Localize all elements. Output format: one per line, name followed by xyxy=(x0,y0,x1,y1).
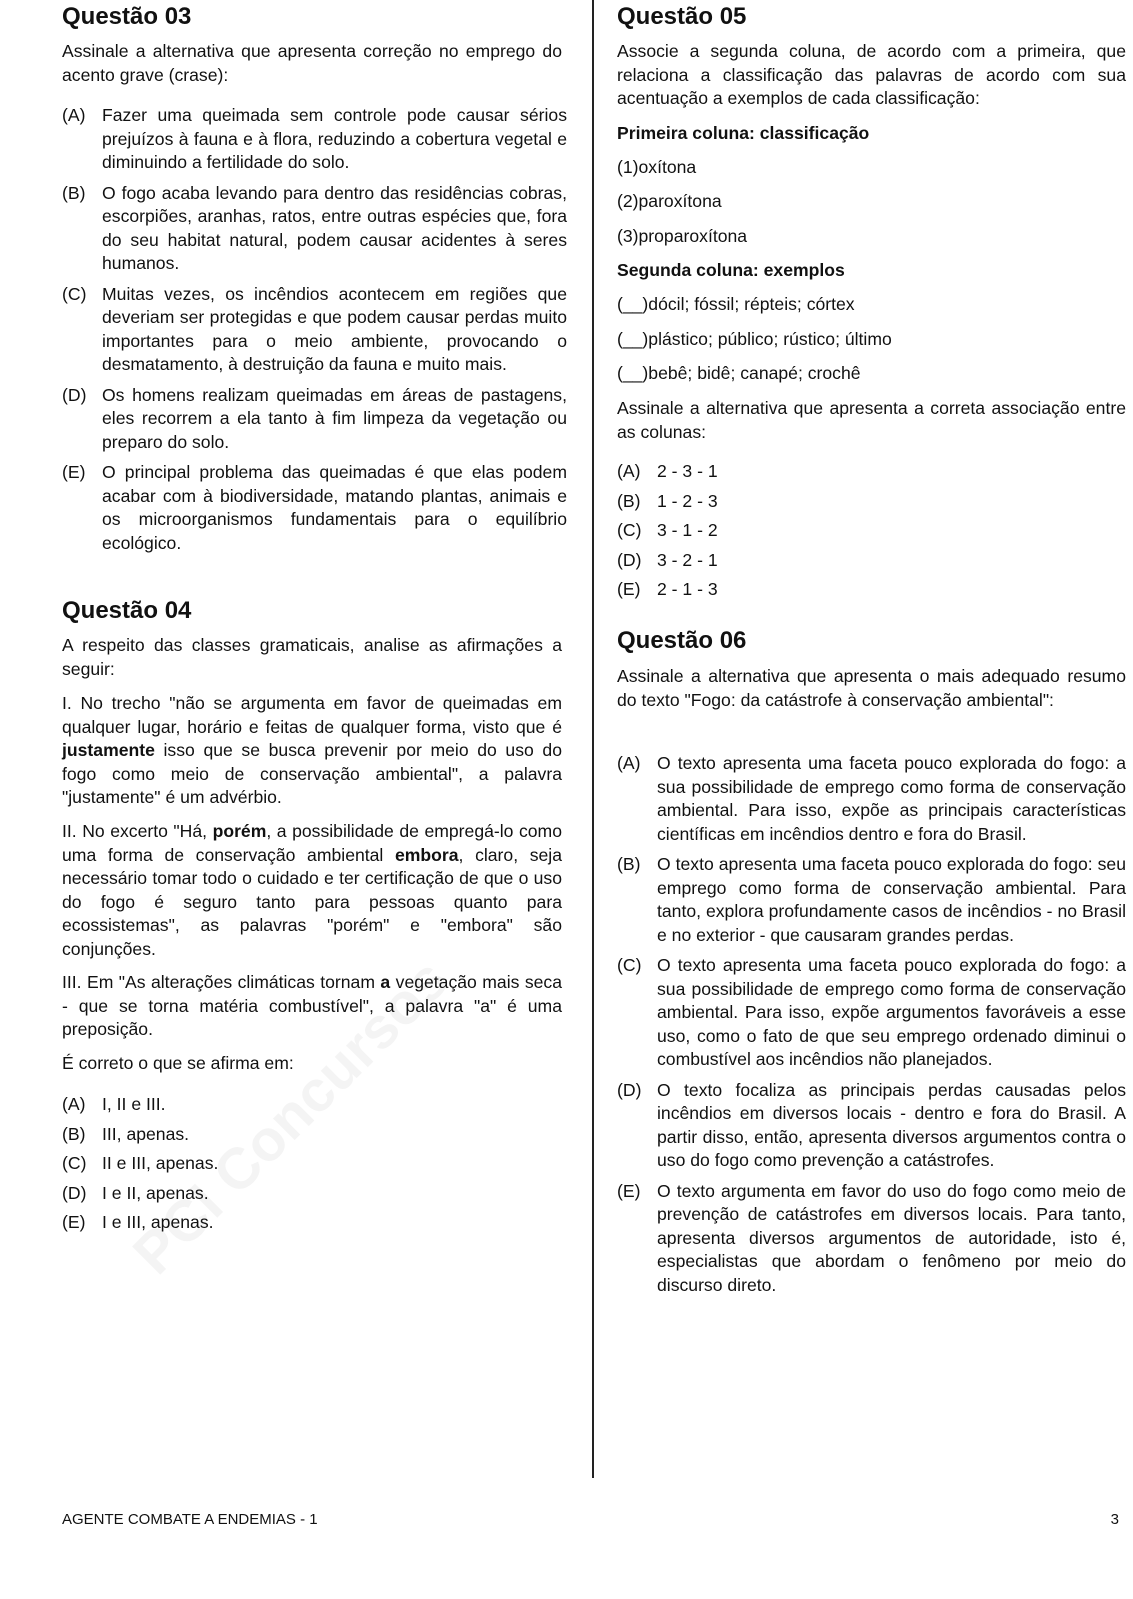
q03-option-b[interactable] xyxy=(62,182,567,276)
q05-title: Questão 05 xyxy=(617,3,747,30)
option-letter: (B) xyxy=(617,490,641,511)
q04-statement-3 xyxy=(62,971,562,1042)
statement-bold-word: a xyxy=(380,972,391,992)
option-text: Muitas vezes, os incêndios acontecem em regiões que deveriam ser protegidas e que podem causar perdas muito importantes para o meio ambiente, provocando o desmatamento, à destruição da fauna e muito mais. xyxy=(102,283,567,374)
option-text: O texto apresenta uma faceta pouco explorada do fogo: seu emprego como forma de conservação ambiental. Para tanto, explora profundamente casos de incêndios - no Brasil e no exterior - que causaram grandes perdas. xyxy=(657,854,1126,945)
option-text: 2 - 1 - 3 xyxy=(657,579,718,599)
statement-bold-word: embora xyxy=(394,844,459,865)
q04-option-d[interactable] xyxy=(62,1182,567,1206)
statement-bold-word: justamente xyxy=(62,740,155,760)
option-text: I, II e III. xyxy=(102,1094,166,1114)
statement-bold-word: porém xyxy=(212,821,267,841)
option-letter: (E) xyxy=(617,579,641,599)
option-text: Os homens realizam queimadas em áreas de pastagens, eles recorrem a ela tanto à fim limpeza da vegetação ou preparo do solo. xyxy=(102,384,567,452)
q04-question: É correto o que se afirma em: xyxy=(62,1053,294,1073)
option-text: O texto argumenta em favor do uso do fogo como meio de prevenção de catástrofes em diversos locais. Para tanto, apresenta diversos argumentos de autoridade, isto é, especialistas que abordam o fenômeno por meio do discurso direto. xyxy=(657,1180,1126,1295)
q03-options xyxy=(62,104,567,555)
q05-question: Assinale a alternativa que apresenta a correta associação entre as colunas: xyxy=(617,398,1126,442)
q04-statement-1 xyxy=(62,692,562,810)
q03-title: Questão 03 xyxy=(62,3,192,30)
option-text: I e II, apenas. xyxy=(102,1182,209,1203)
q05-options xyxy=(617,460,917,602)
q05-col2-item: (__)plástico; público; rústico; último xyxy=(617,329,892,349)
statement-text: I. No trecho "não se argumenta em favor de queimadas em qualquer lugar, horário e feitas de qualquer forma, visto que é xyxy=(62,693,562,737)
q03-option-c[interactable] xyxy=(62,283,567,377)
q03-option-a[interactable] xyxy=(62,104,567,175)
q03-option-d[interactable] xyxy=(62,384,567,455)
option-text: I e III, apenas. xyxy=(102,1212,214,1232)
statement-text: isso que se busca prevenir por meio do uso do fogo como meio de conservação ambiental", a palavra "justamente" é um advérbio. xyxy=(62,740,562,807)
q04-option-c[interactable] xyxy=(62,1152,567,1176)
option-letter: (E) xyxy=(62,1212,86,1232)
q06-option-d[interactable] xyxy=(617,1079,1126,1173)
option-letter: (B) xyxy=(62,182,86,203)
option-letter: (D) xyxy=(617,1079,642,1100)
q06-option-b[interactable] xyxy=(617,853,1126,947)
option-text: III, apenas. xyxy=(102,1123,190,1144)
q05-col2-item: (__)dócil; fóssil; répteis; córtex xyxy=(617,294,855,314)
q06-title: Questão 06 xyxy=(617,627,747,654)
q05-option-e[interactable] xyxy=(617,578,917,602)
option-letter: (E) xyxy=(617,1180,641,1201)
q06-prompt: Assinale a alternativa que apresenta o mais adequado resumo do texto "Fogo: da catástrofe à conservação ambiental": xyxy=(617,666,1126,710)
option-text: O fogo acaba levando para dentro das residências cobras, escorpiões, aranhas, ratos, entre outras espécies que, fora do seu habitat natural, podem causar acidentes à seres humanos. xyxy=(102,182,567,273)
option-letter: (D) xyxy=(617,549,642,570)
q03-option-e[interactable] xyxy=(62,461,567,555)
option-letter: (C) xyxy=(62,283,87,304)
option-letter: (B) xyxy=(617,854,641,874)
q05-option-b[interactable] xyxy=(617,490,917,514)
q06-option-e[interactable] xyxy=(617,1180,1126,1298)
option-text: 2 - 3 - 1 xyxy=(657,461,718,481)
q04-option-e[interactable] xyxy=(62,1211,567,1235)
option-letter: (C) xyxy=(62,1153,87,1173)
q04-option-b[interactable] xyxy=(62,1123,567,1147)
option-text: O principal problema das queimadas é que elas podem acabar com à biodiversidade, matando plantas, animais e os microorganismos fundamentais para o equilíbrio ecológico. xyxy=(102,462,567,553)
option-letter: (B) xyxy=(62,1123,86,1144)
footer-exam-name: AGENTE COMBATE A ENDEMIAS - 1 xyxy=(62,1511,318,1528)
statement-text: , a possibilidade de empregá-lo como uma forma de conservação ambiental xyxy=(62,821,562,865)
option-letter: (C) xyxy=(617,520,642,540)
q06-option-c[interactable] xyxy=(617,954,1126,1072)
option-text: 1 - 2 - 3 xyxy=(657,490,718,511)
q05-col1-item: (2)paroxítona xyxy=(617,191,722,211)
statement-text: II. No excerto "Há, xyxy=(62,821,213,841)
option-letter: (D) xyxy=(62,384,87,405)
q04-statement-2 xyxy=(62,820,562,961)
q04-option-a[interactable] xyxy=(62,1093,567,1117)
q04-title: Questão 04 xyxy=(62,597,192,624)
option-text: 3 - 2 - 1 xyxy=(657,549,718,570)
q06-options xyxy=(617,752,1126,1297)
q05-col2-item: (__)bebê; bidê; canapé; crochê xyxy=(617,363,861,383)
option-text: II e III, apenas. xyxy=(102,1153,219,1173)
option-letter: (D) xyxy=(62,1182,87,1203)
q05-col1-item: (1)oxítona xyxy=(617,157,697,177)
statement-text: , claro, seja necessário tomar todo o cuidado e ter certificação de que o uso do fogo é seguro tanto para pessoas quanto para ecossistemas", as palavras "porém" e "embora" são conjunções. xyxy=(62,844,562,959)
page-number: 3 xyxy=(1110,1511,1119,1528)
option-text: O texto apresenta uma faceta pouco explorada do fogo: a sua possibilidade de emprego como forma de conservação ambiental. Para isso, expõe as principais características científicas em incêndios dentro e fora do Brasil. xyxy=(657,753,1126,844)
q04-options xyxy=(62,1093,567,1235)
option-letter: (A) xyxy=(62,105,86,125)
q05-col2-title: Segunda coluna: exemplos xyxy=(617,260,845,280)
option-text: O texto apresenta uma faceta pouco explorada do fogo: a sua possibilidade de emprego como forma de conservação ambiental. Para isso, expõe argumentos favoráveis a esse uso, como o fato de que seu emprego ordenado diminui o combustível aos incêndios não planejados. xyxy=(657,955,1126,1069)
statement-text: III. Em "As alterações climáticas tornam xyxy=(62,972,381,992)
q05-option-c[interactable] xyxy=(617,519,917,543)
option-letter: (A) xyxy=(617,461,641,481)
q05-col1-title: Primeira coluna: classificação xyxy=(617,123,870,143)
option-text: 3 - 1 - 2 xyxy=(657,520,718,540)
q04-prompt: A respeito das classes gramaticais, analise as afirmações a seguir: xyxy=(62,635,562,679)
q05-col1-item: (3)proparoxítona xyxy=(617,226,748,246)
statement-text: vegetação mais seca - que se torna matéria combustível", a palavra "a" é uma preposição. xyxy=(62,972,562,1039)
q05-prompt: Associe a segunda coluna, de acordo com a primeira, que relaciona a classificação das palavras de acordo com sua acentuação a exemplos de cada classificação: xyxy=(617,41,1126,108)
column-divider xyxy=(592,0,594,1478)
option-letter: (A) xyxy=(617,753,641,773)
option-letter: (C) xyxy=(617,955,642,975)
q06-option-a[interactable] xyxy=(617,752,1126,846)
q05-option-d[interactable] xyxy=(617,549,917,573)
option-text: Fazer uma queimada sem controle pode causar sérios prejuízos à fauna e à flora, reduzindo a cobertura vegetal e diminuindo a fertilidade do solo. xyxy=(102,105,567,172)
option-text: O texto focaliza as principais perdas causadas pelos incêndios em diversos locais - dentro e fora do Brasil. A partir disso, então, apresenta diversos argumentos contra o uso do fogo como prevenção a catástrofes. xyxy=(657,1079,1126,1170)
q05-option-a[interactable] xyxy=(617,460,917,484)
q03-prompt: Assinale a alternativa que apresenta correção no emprego do acento grave (crase): xyxy=(62,41,562,85)
option-letter: (A) xyxy=(62,1094,86,1114)
option-letter: (E) xyxy=(62,462,86,482)
